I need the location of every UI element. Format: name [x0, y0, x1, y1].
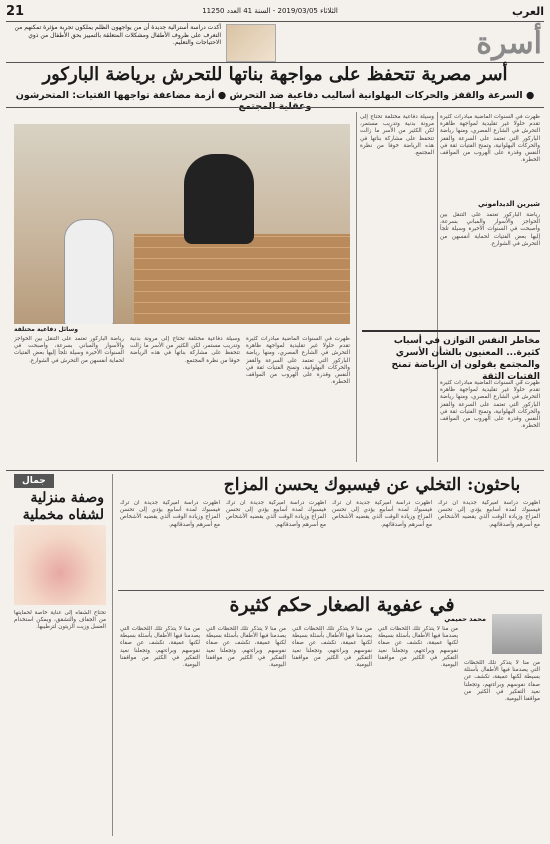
photo-wall — [134, 234, 350, 324]
article-col-2: وسيلة دفاعية مختلفة تحتاج إلى مرونة بدنية وتدريب مستمر، لكن الكثير من الأسر ما زالت تتحفظ على مشاركة بناتها في هذه الرياضة خوفا من نظرة المجتمع. — [130, 336, 240, 364]
article-col-right: رياضة الباركور تعتمد على التنقل بين الحواجز والأسوار والمباني بسرعة، وأصبحت في السنوات الأخيرة وسيلة تلجأ إليها بعض الفتيات لحماية أنفسهن من التحرش في الشوارع. — [440, 212, 540, 247]
article-col-3: ظهرت في السنوات الماضية مبادرات كثيرة تقدم حلولا غير تقليدية لمواجهة ظاهرة التحرش في الشارع المصري، ومنها رياضة الباركور التي تعتمد على السرعة والقفز والحركات البهلوانية، وتمنح الفتيات ثقة في النفس وقدرة على الهروب من المواقف الخطرة. — [246, 336, 350, 386]
article-col-extra: ظهرت في السنوات الماضية مبادرات كثيرة تقدم حلولا غير تقليدية لمواجهة ظاهرة التحرش في الشارع المصري، ومنها رياضة الباركور التي تعتمد على السرعة والقفز والحركات البهلوانية، وتمنح الفتيات ثقة في النفس وقدرة على الهروب من المواقف الخطرة. — [440, 380, 540, 430]
teaser-text: أكدت دراسة أسترالية جديدة أن من يواجهون الظلم يملكون تجربة مؤثرة تمكنهم من التعرف على ظروف الأطفال ومشكلات المتعلقة بالتمييز بحق الأطفال من ذوي الاحتياجات والتعليم. — [14, 24, 221, 46]
photo-athlete — [184, 154, 254, 244]
column-rule — [356, 112, 357, 462]
article-col-mid: وسيلة دفاعية مختلفة تحتاج إلى مرونة بدنية وتدريب مستمر، لكن الكثير من الأسر ما زالت تتحفظ على مشاركة بناتها في هذه الرياضة خوفا من نظرة المجتمع. — [360, 114, 434, 157]
dateline: الثلاثاء 2019/03/05 - السنة 41 العدد 11250 — [202, 7, 338, 15]
divider — [6, 107, 544, 108]
pull-quote-text: مخاطر النفس التوازن في أسباب كثيرة... المعنيون بالشأن الأسري والمجتمع يقولون إن الرياضة تمنح الفتيات الثقة — [391, 336, 540, 382]
bottom-col-2: من منا لا يتذكر تلك اللحظات التي يصدمنا فيها الأطفال بأسئلة بسيطة لكنها عميقة، تكشف عن صفاء نفوسهم وبراءتهم، وتجعلنا نعيد التفكير في الكثير من مواقفنا اليومية. — [206, 626, 286, 669]
page-header — [6, 2, 544, 20]
bottom-col-3: من منا لا يتذكر تلك اللحظات التي يصدمنا فيها الأطفال بأسئلة بسيطة لكنها عميقة، تكشف عن صفاء نفوسهم وبراءتهم، وتجعلنا نعيد التفكير في الكثير من مواقفنا اليومية. — [292, 626, 372, 669]
author-photo — [492, 614, 542, 654]
section-tag: جمال — [14, 474, 54, 488]
bottom-headline: في عفوية الصغار حكم كثيرة — [229, 594, 455, 616]
divider — [118, 590, 544, 591]
section-title: أسرة — [476, 26, 542, 61]
article-photo — [14, 124, 350, 324]
bottom-col-5: من منا لا يتذكر تلك اللحظات التي يصدمنا فيها الأطفال بأسئلة بسيطة لكنها عميقة، تكشف عن صفاء نفوسهم وبراءتهم، وتجعلنا نعيد التفكير في الكثير من مواقفنا اليومية. — [464, 660, 540, 703]
column-rule — [112, 474, 113, 836]
divider — [6, 470, 544, 471]
page-number: 21 — [6, 3, 25, 19]
side-headline: وصفة منزلية لشفاه مخملية — [22, 490, 104, 523]
middle-col-4: أظهرت دراسة أميركية جديدة أن ترك فيسبوك لمدة أسابيع يؤدي إلى تحسن المزاج وزيادة الوقت الذي يقضيه الأشخاص مع أسرهم وأصدقائهم. — [438, 500, 540, 528]
middle-headline: باحثون: التخلي عن فيسبوك يحسن المزاج — [223, 475, 521, 495]
author-name: محمد حميمي — [444, 615, 486, 623]
pull-quote — [362, 330, 540, 383]
lips-photo — [14, 525, 106, 605]
main-headline: أسر مصرية تتحفظ على مواجهة بناتها للتحرش برياضة الباركور — [42, 64, 508, 85]
article-intro: ظهرت في السنوات الماضية مبادرات كثيرة تقدم حلولا غير تقليدية لمواجهة ظاهرة التحرش في الشارع المصري، ومنها رياضة الباركور التي تعتمد على السرعة والقفز والحركات البهلوانية، وتمنح الفتيات ثقة في النفس وقدرة على الهروب من المواقف الخطرة. — [440, 114, 540, 164]
side-text: تحتاج الشفاه إلى عناية خاصة لحمايتها من الجفاف والتشقق، ويمكن استخدام العسل وزيت الزيتون لترطيبها. — [14, 610, 106, 631]
bottom-col-1: من منا لا يتذكر تلك اللحظات التي يصدمنا فيها الأطفال بأسئلة بسيطة لكنها عميقة، تكشف عن صفاء نفوسهم وبراءتهم، وتجعلنا نعيد التفكير في الكثير من مواقفنا اليومية. — [120, 626, 200, 669]
column-rule — [437, 112, 438, 462]
middle-col-2: أظهرت دراسة أميركية جديدة أن ترك فيسبوك لمدة أسابيع يؤدي إلى تحسن المزاج وزيادة الوقت الذي يقضيه الأشخاص مع أسرهم وأصدقائهم. — [226, 500, 326, 528]
header-divider — [6, 21, 544, 22]
article-col-1: رياضة الباركور تعتمد على التنقل بين الحواجز والأسوار والمباني بسرعة، وأصبحت في السنوات الأخيرة وسيلة تلجأ إليها بعض الفتيات لحماية أنفسهن من التحرش في الشوارع. — [14, 336, 124, 364]
teaser-thumbnail — [226, 24, 276, 62]
middle-col-1: أظهرت دراسة أميركية جديدة أن ترك فيسبوك لمدة أسابيع يؤدي إلى تحسن المزاج وزيادة الوقت الذي يقضيه الأشخاص مع أسرهم وأصدقائهم. — [120, 500, 220, 528]
photo-caption: وسائل دفاعية مختلفة — [14, 326, 79, 333]
bottom-col-4: من منا لا يتذكر تلك اللحظات التي يصدمنا فيها الأطفال بأسئلة بسيطة لكنها عميقة، تكشف عن صفاء نفوسهم وبراءتهم، وتجعلنا نعيد التفكير في الكثير من مواقفنا اليومية. — [378, 626, 458, 669]
byline: شيرين الديداموني — [477, 200, 540, 208]
brand-logo: العرب — [511, 4, 544, 18]
divider — [6, 62, 544, 63]
middle-col-3: أظهرت دراسة أميركية جديدة أن ترك فيسبوك لمدة أسابيع يؤدي إلى تحسن المزاج وزيادة الوقت الذي يقضيه الأشخاص مع أسرهم وأصدقائهم. — [332, 500, 432, 528]
main-subhead: ● السرعة والقفز والحركات البهلوانية أساليب دفاعية ضد التحرش ● أزمة مضاعفة تواجهها الفتيات: المتحرشون — [15, 90, 535, 101]
photo-girl — [64, 219, 114, 324]
